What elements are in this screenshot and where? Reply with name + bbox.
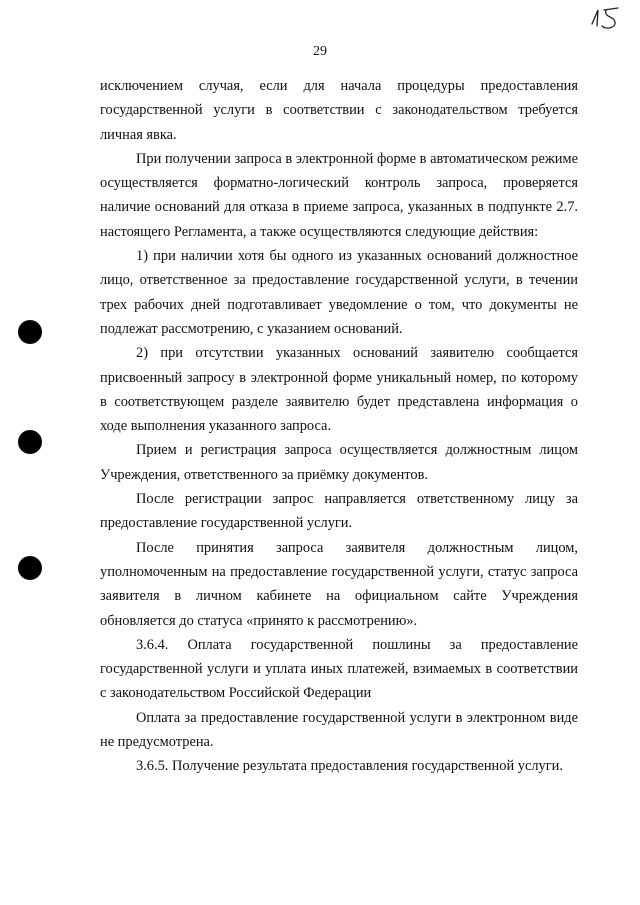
paragraph-electronic-request: При получении запроса в электронной форме в автоматическом режиме осуществляется форматно-логический контроль запроса, проверяется наличие оснований для отказа в приеме запроса, указанных в подпункте 2.7. настоящего Регламента, а также осуществляются следующие действия: <box>100 150 578 240</box>
paragraph-item-2: 2) при отсутствии указанных оснований заявителю сообщается присвоенный запросу в электронной форме уникальный номер, по которому в соответствующем разделе заявителю будет представлена информация о ходе выполнения указанного запроса. <box>100 345 578 435</box>
paragraph-continuation: исключением случая, если для начала процедуры предоставления государственной услуги в соответствии с законодательством требуется личная явка. <box>100 78 578 143</box>
paragraph-registration: Прием и регистрация запроса осуществляется должностным лицом Учреждения, ответственного за приёмку документов. <box>100 442 578 483</box>
paragraph-status-update: После принятия запроса заявителя должностным лицом, уполномоченным на предоставление государственной услуги, статус запроса заявителя в личном кабинете на официальном сайте Учреждения обновляется до статуса «принято к рассмотрению». <box>100 539 578 629</box>
paragraph-item-1: 1) при наличии хотя бы одного из указанных оснований должностное лицо, ответственное за предоставление государственной услуги, в течении трех рабочих дней подготавливает уведомление о том, что документы не подлежат рассмотрению, с указанием оснований. <box>100 248 578 337</box>
paragraph-after-registration: После регистрации запрос направляется ответственному лицу за предоставление государственной услуги. <box>100 491 578 532</box>
page-number: 29 <box>313 44 327 59</box>
section-3-6-4-heading: 3.6.4. Оплата государственной пошлины за предоставление государственной услуги и уплата иных платежей, взимаемых в соответствии с законодательством Российской Федерации <box>100 636 578 702</box>
section-3-6-5-heading: 3.6.5. Получение результата предоставления государственной услуги. <box>136 758 563 775</box>
handwritten-page-mark <box>588 4 628 32</box>
paragraph-payment: Оплата за предоставление государственной услуги в электронном виде не предусмотрена. <box>100 709 578 751</box>
binder-hole-2 <box>18 430 42 454</box>
binder-hole-1 <box>18 320 42 344</box>
binder-hole-3 <box>18 556 42 580</box>
body-text <box>100 74 578 779</box>
